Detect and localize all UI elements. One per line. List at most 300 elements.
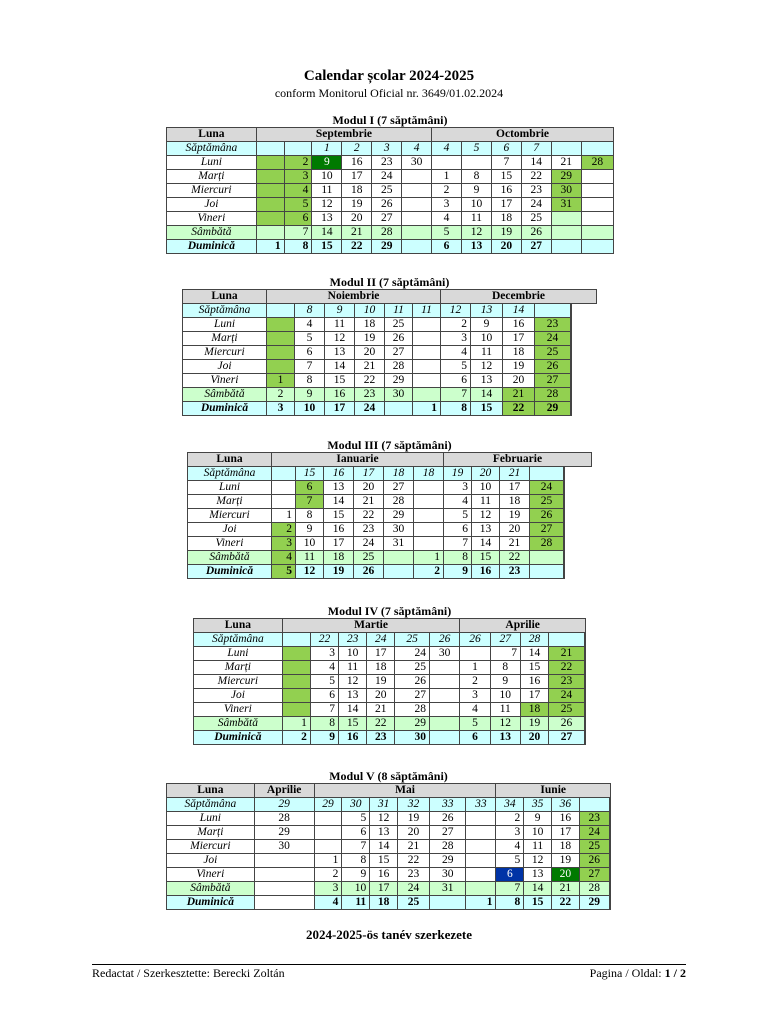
weekday-row (167, 854, 611, 868)
week-number: 13 (471, 304, 503, 318)
week-number (535, 304, 571, 318)
row-label: Duminică (188, 565, 272, 579)
day-cell: 7 (295, 360, 325, 374)
day-cell: 23 (521, 184, 551, 198)
day-cell: 16 (552, 812, 580, 826)
day-cell: 27 (395, 689, 430, 703)
week-number: 14 (503, 304, 535, 318)
day-cell: 5 (444, 509, 472, 523)
day-cell: 26 (430, 812, 466, 826)
day-cell: 30 (385, 388, 413, 402)
week-number-row (167, 142, 614, 156)
row-label: Vineri (183, 374, 267, 388)
day-cell (413, 360, 441, 374)
day-cell: 25 (354, 551, 384, 565)
day-cell: 14 (325, 360, 355, 374)
day-cell (267, 332, 295, 346)
day-cell: 15 (520, 661, 548, 675)
week-number: 18 (414, 467, 444, 481)
day-cell: 23 (355, 388, 385, 402)
day-cell: 17 (342, 170, 372, 184)
day-cell: 9 (296, 523, 324, 537)
row-label: Luna (183, 290, 267, 304)
day-cell: 3 (310, 647, 338, 661)
month-name: Mai (314, 784, 496, 798)
month-header-row (183, 290, 597, 304)
day-cell: 22 (521, 170, 551, 184)
day-cell: 11 (296, 551, 324, 565)
day-cell: 26 (530, 509, 564, 523)
week-number: 1 (312, 142, 342, 156)
weekday-row (167, 840, 611, 854)
day-cell: 10 (339, 647, 367, 661)
day-cell: 20 (491, 240, 521, 254)
day-cell: 17 (500, 481, 530, 495)
day-cell: 6 (432, 240, 462, 254)
day-cell: 25 (535, 346, 571, 360)
module-title: Modul IV (7 săptămâni) (327, 604, 452, 618)
day-cell: 11 (339, 661, 367, 675)
day-cell: 3 (432, 198, 462, 212)
day-cell (414, 537, 444, 551)
day-cell: 10 (462, 198, 492, 212)
day-cell: 8 (284, 240, 312, 254)
page-title: Calendar școlar 2024-2025 (303, 68, 475, 84)
day-cell: 29 (535, 402, 571, 416)
day-cell: 16 (342, 156, 372, 170)
row-label: Duminică (167, 896, 255, 910)
day-cell: 17 (552, 826, 580, 840)
day-cell: 19 (500, 509, 530, 523)
week-number (564, 467, 565, 481)
day-cell: 1 (413, 402, 441, 416)
day-cell: 21 (354, 495, 384, 509)
week-number: 23 (339, 633, 367, 647)
row-label: Joi (167, 854, 255, 868)
day-cell (402, 226, 432, 240)
day-cell: 8 (342, 854, 370, 868)
day-cell (429, 703, 459, 717)
month-header-row (167, 784, 611, 798)
day-cell (466, 882, 496, 896)
module-5-table (166, 783, 611, 910)
day-cell: 9 (462, 184, 492, 198)
weekday-row (183, 374, 597, 388)
day-cell: 16 (520, 675, 548, 689)
day-cell (581, 226, 613, 240)
day-cell: 1 (267, 374, 295, 388)
week-number: 9 (325, 304, 355, 318)
day-cell (466, 868, 496, 882)
day-cell: 28 (581, 156, 613, 170)
day-cell: 18 (520, 703, 548, 717)
day-cell: 6 (295, 346, 325, 360)
week-number-row (188, 467, 592, 481)
day-cell (256, 170, 284, 184)
sunday-row (194, 731, 586, 745)
day-cell: 30 (429, 647, 459, 661)
month-header-row (188, 453, 592, 467)
day-cell: 11 (325, 318, 355, 332)
day-cell (581, 240, 613, 254)
day-cell: 18 (491, 212, 521, 226)
day-cell (413, 318, 441, 332)
day-cell: 20 (342, 212, 372, 226)
day-cell (584, 703, 585, 717)
weekday-row (167, 170, 614, 184)
day-cell: 24 (579, 826, 609, 840)
day-cell: 14 (370, 840, 398, 854)
module-2-table (182, 289, 597, 416)
month-name: Martie (282, 619, 460, 633)
day-cell: 22 (342, 240, 372, 254)
day-cell (581, 198, 613, 212)
day-cell: 6 (342, 826, 370, 840)
day-cell (254, 896, 314, 910)
weekday-row (188, 509, 592, 523)
day-cell: 13 (472, 523, 500, 537)
day-cell (609, 882, 610, 896)
day-cell (282, 675, 310, 689)
day-cell (413, 388, 441, 402)
day-cell: 2 (314, 868, 342, 882)
day-cell: 27 (372, 212, 402, 226)
day-cell (282, 647, 310, 661)
day-cell: 13 (325, 346, 355, 360)
week-number (551, 142, 581, 156)
weekday-row (194, 689, 586, 703)
school-year-structure-title: 2024-2025-ös tanév szerkezete (305, 927, 473, 942)
day-cell (314, 840, 342, 854)
week-number (256, 142, 284, 156)
day-cell: 15 (312, 240, 342, 254)
row-label: Joi (194, 689, 283, 703)
day-cell (314, 826, 342, 840)
day-cell (584, 661, 585, 675)
month-name: Ianuarie (272, 453, 444, 467)
day-cell: 4 (295, 318, 325, 332)
day-cell: 11 (312, 184, 342, 198)
day-cell: 20 (397, 826, 429, 840)
day-cell: 23 (397, 868, 429, 882)
row-label: Duminică (194, 731, 283, 745)
day-cell: 9 (312, 156, 342, 170)
day-cell: 22 (552, 896, 580, 910)
day-cell: 26 (372, 198, 402, 212)
day-cell: 12 (462, 226, 492, 240)
week-number: 7 (521, 142, 551, 156)
weekday-row (167, 868, 611, 882)
day-cell: 27 (385, 346, 413, 360)
day-cell: 5 (272, 565, 296, 579)
day-cell: 2 (267, 388, 295, 402)
weekday-row (167, 184, 614, 198)
row-label: Joi (188, 523, 272, 537)
day-cell: 5 (310, 675, 338, 689)
row-label: Miercuri (167, 184, 257, 198)
day-cell: 24 (535, 332, 571, 346)
month-header-row (167, 128, 614, 142)
day-cell: 20 (552, 868, 580, 882)
day-cell (384, 551, 414, 565)
day-cell: 3 (267, 402, 295, 416)
weekday-row (188, 523, 592, 537)
day-cell: 6 (310, 689, 338, 703)
weekday-row (194, 675, 586, 689)
day-cell (564, 481, 565, 495)
weekday-row (167, 826, 611, 840)
day-cell: 13 (339, 689, 367, 703)
day-cell: 8 (462, 170, 492, 184)
day-cell: 30 (430, 868, 466, 882)
week-number (571, 304, 572, 318)
day-cell (571, 346, 572, 360)
day-cell (413, 346, 441, 360)
day-cell: 17 (503, 332, 535, 346)
row-label: Miercuri (183, 346, 267, 360)
month-name: Februarie (444, 453, 592, 467)
day-cell: 6 (441, 374, 471, 388)
day-cell: 26 (385, 332, 413, 346)
week-number (584, 633, 585, 647)
day-cell: 19 (520, 717, 548, 731)
day-cell: 8 (441, 402, 471, 416)
day-cell: 12 (339, 675, 367, 689)
day-cell: 25 (579, 840, 609, 854)
day-cell: 4 (310, 661, 338, 675)
weekday-row (183, 332, 597, 346)
day-cell (314, 812, 342, 826)
week-number: 31 (370, 798, 398, 812)
footer-divider (92, 964, 686, 965)
day-cell: 3 (272, 537, 296, 551)
week-number-row (183, 304, 597, 318)
weekday-row (167, 156, 614, 170)
day-cell: 9 (471, 318, 503, 332)
day-cell: 6 (496, 868, 524, 882)
day-cell: 19 (355, 332, 385, 346)
day-cell: 13 (312, 212, 342, 226)
week-number: 18 (384, 467, 414, 481)
day-cell: 23 (579, 812, 609, 826)
sunday-row (167, 240, 614, 254)
day-cell: 22 (500, 551, 530, 565)
weekday-row (167, 198, 614, 212)
week-number: 11 (385, 304, 413, 318)
day-cell (530, 551, 564, 565)
row-label: Joi (167, 198, 257, 212)
day-cell (254, 854, 314, 868)
week-number: 29 (254, 798, 314, 812)
day-cell: 30 (551, 184, 581, 198)
day-cell (384, 565, 414, 579)
day-cell: 2 (496, 812, 524, 826)
day-cell: 15 (524, 896, 552, 910)
day-cell (571, 318, 572, 332)
day-cell: 21 (500, 537, 530, 551)
row-label: Sâmbătă (183, 388, 267, 402)
saturday-row (183, 388, 597, 402)
day-cell (564, 495, 565, 509)
day-cell: 8 (310, 717, 338, 731)
row-label: Marți (194, 661, 283, 675)
day-cell: 13 (462, 240, 492, 254)
week-number: 26 (460, 633, 490, 647)
day-cell: 7 (284, 226, 312, 240)
day-cell: 20 (503, 374, 535, 388)
sunday-row (188, 565, 592, 579)
module-title: Modul II (7 săptămâni) (329, 275, 450, 289)
row-label: Luna (188, 453, 272, 467)
day-cell: 22 (354, 509, 384, 523)
day-cell: 17 (325, 402, 355, 416)
day-cell: 28 (385, 360, 413, 374)
day-cell: 17 (370, 882, 398, 896)
day-cell (402, 212, 432, 226)
page-total: 2 (680, 966, 686, 980)
month-name: Octombrie (432, 128, 614, 142)
weekday-row (194, 661, 586, 675)
day-cell: 22 (355, 374, 385, 388)
day-cell: 16 (324, 523, 354, 537)
day-cell: 25 (530, 495, 564, 509)
day-cell: 21 (367, 703, 395, 717)
day-cell: 9 (524, 812, 552, 826)
day-cell: 3 (496, 826, 524, 840)
day-cell (571, 360, 572, 374)
day-cell (256, 226, 284, 240)
day-cell: 7 (491, 156, 521, 170)
row-label: Sâmbătă (188, 551, 272, 565)
day-cell: 9 (310, 731, 338, 745)
day-cell: 2 (460, 675, 490, 689)
day-cell: 19 (503, 360, 535, 374)
week-number (272, 467, 296, 481)
page-label: Pagina / Oldal: (589, 966, 662, 980)
page-separator: / (670, 966, 680, 980)
day-cell: 21 (549, 647, 585, 661)
day-cell: 19 (324, 565, 354, 579)
day-cell (254, 882, 314, 896)
week-number-row (167, 798, 611, 812)
day-cell: 14 (524, 882, 552, 896)
day-cell (414, 495, 444, 509)
day-cell: 17 (520, 689, 548, 703)
day-cell: 5 (460, 717, 490, 731)
day-cell: 19 (342, 198, 372, 212)
day-cell (429, 661, 459, 675)
sunday-row (167, 896, 611, 910)
day-cell (466, 826, 496, 840)
module-1 (166, 114, 614, 254)
row-label: Vineri (167, 868, 255, 882)
day-cell (584, 647, 585, 661)
day-cell: 1 (256, 240, 284, 254)
day-cell: 15 (471, 402, 503, 416)
day-cell (564, 537, 565, 551)
day-cell: 30 (384, 523, 414, 537)
day-cell (282, 689, 310, 703)
row-label: Luni (188, 481, 272, 495)
day-cell: 13 (370, 826, 398, 840)
day-cell: 2 (272, 523, 296, 537)
row-label: Luni (167, 812, 255, 826)
day-cell: 18 (500, 495, 530, 509)
day-cell (460, 647, 490, 661)
day-cell: 28 (579, 882, 609, 896)
day-cell: 22 (503, 402, 535, 416)
day-cell (571, 332, 572, 346)
week-number: 2 (342, 142, 372, 156)
day-cell (402, 198, 432, 212)
row-label: Luna (167, 784, 255, 798)
day-cell: 23 (535, 318, 571, 332)
day-cell: 24 (372, 170, 402, 184)
row-label: Săptămâna (167, 142, 257, 156)
day-cell (571, 388, 572, 402)
day-cell: 26 (579, 854, 609, 868)
day-cell: 31 (551, 198, 581, 212)
day-cell (402, 170, 432, 184)
day-cell: 15 (325, 374, 355, 388)
row-label: Luni (183, 318, 267, 332)
day-cell: 28 (384, 495, 414, 509)
day-cell: 4 (496, 840, 524, 854)
day-cell: 9 (295, 388, 325, 402)
day-cell (609, 826, 610, 840)
row-label: Sâmbătă (167, 226, 257, 240)
week-number: 30 (342, 798, 370, 812)
day-cell: 7 (444, 537, 472, 551)
day-cell: 24 (530, 481, 564, 495)
day-cell: 2 (282, 731, 310, 745)
day-cell (272, 495, 296, 509)
day-cell (584, 717, 585, 731)
day-cell (413, 332, 441, 346)
day-cell: 12 (370, 812, 398, 826)
day-cell (282, 661, 310, 675)
day-cell (414, 523, 444, 537)
row-label: Vineri (194, 703, 283, 717)
day-cell: 7 (296, 495, 324, 509)
day-cell: 15 (370, 854, 398, 868)
day-cell: 30 (395, 731, 430, 745)
day-cell (414, 509, 444, 523)
day-cell: 18 (367, 661, 395, 675)
day-cell (584, 675, 585, 689)
day-cell: 4 (432, 212, 462, 226)
day-cell (581, 184, 613, 198)
day-cell (385, 402, 413, 416)
day-cell: 29 (384, 509, 414, 523)
day-cell: 26 (354, 565, 384, 579)
week-number-row (194, 633, 586, 647)
day-cell: 25 (385, 318, 413, 332)
row-label: Săptămâna (167, 798, 255, 812)
day-cell: 3 (444, 481, 472, 495)
day-cell (466, 840, 496, 854)
day-cell: 7 (310, 703, 338, 717)
day-cell: 25 (521, 212, 551, 226)
module-1-table (166, 127, 614, 254)
day-cell (429, 675, 459, 689)
saturday-row (194, 717, 586, 731)
week-number: 33 (466, 798, 496, 812)
day-cell (584, 689, 585, 703)
day-cell: 29 (430, 854, 466, 868)
day-cell: 10 (490, 689, 520, 703)
day-cell: 26 (521, 226, 551, 240)
